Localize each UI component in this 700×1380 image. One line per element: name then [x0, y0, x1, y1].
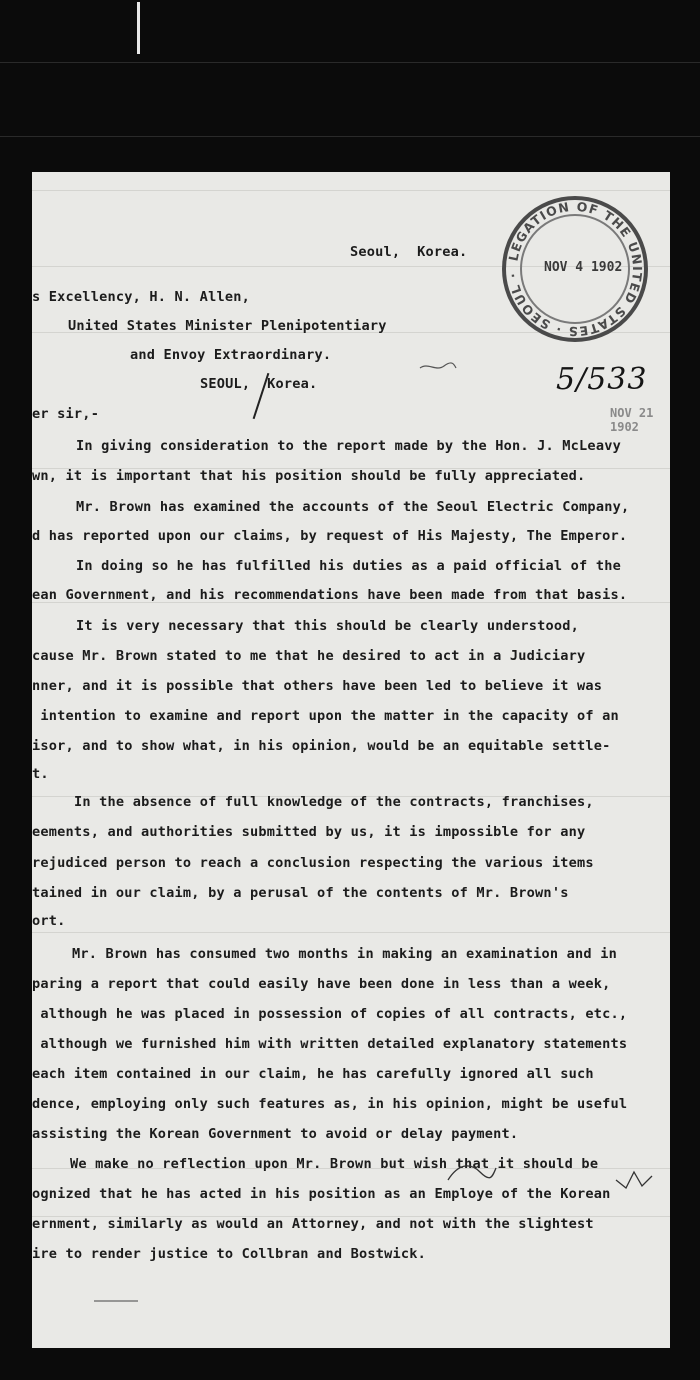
body-line: t.: [32, 766, 49, 782]
body-line: cause Mr. Brown stated to me that he desired to act in a Judiciary: [32, 648, 586, 664]
body-line: ort.: [32, 913, 66, 929]
film-edge-mark: [137, 2, 140, 54]
body-line: isor, and to show what, in his opinion, would be an equitable settle-: [32, 738, 611, 754]
paper-rule: [32, 190, 670, 191]
body-line: Mr. Brown has examined the accounts of the Seoul Electric Company,: [76, 499, 630, 515]
body-line: wn, it is important that his position should be fully appreciated.: [32, 468, 586, 484]
pencil-dash: [92, 1298, 142, 1304]
body-line: In giving consideration to the report made by the Hon. J. McLeavy: [76, 438, 621, 454]
body-line: nner, and it is possible that others have been led to believe it was: [32, 678, 603, 694]
body-line: tained in our claim, by a perusal of the contents of Mr. Brown's: [32, 885, 569, 901]
salutation: er sir,-: [32, 406, 100, 422]
body-line: dence, employing only such features as, in his opinion, might be useful: [32, 1096, 628, 1112]
legation-seal-stamp: [502, 196, 648, 342]
address-line-4: SEOUL, Korea.: [200, 376, 318, 392]
body-line: paring a report that could easily have been done in less than a week,: [32, 976, 611, 992]
pencil-squiggle: [418, 360, 458, 374]
film-line: [0, 136, 700, 137]
body-line: In doing so he has fulfilled his duties as a paid official of the: [76, 558, 621, 574]
body-line: Mr. Brown has consumed two months in making an examination and in: [72, 946, 617, 962]
address-line-1: s Excellency, H. N. Allen,: [32, 289, 250, 305]
seal-date: NOV 4 1902: [544, 260, 623, 275]
svg-text:LEGATION OF THE UNITED STATES: LEGATION OF THE UNITED STATES · SEOUL ·: [505, 198, 646, 340]
letter-page: [32, 172, 670, 1348]
received-date-stamp: NOV 21 1902: [610, 406, 654, 434]
file-number: 5/533: [556, 362, 648, 397]
body-line: although we furnished him with written detailed explanatory statements: [32, 1036, 628, 1052]
body-line: intention to examine and report upon the matter in the capacity of an: [32, 708, 619, 724]
pencil-squiggle: [446, 1158, 498, 1184]
body-line: rejudiced person to reach a conclusion respecting the various items: [32, 855, 594, 871]
body-line: It is very necessary that this should be clearly understood,: [76, 618, 580, 634]
body-line: ernment, similarly as would an Attorney, and not with the slightest: [32, 1216, 594, 1232]
address-line-2: United States Minister Plenipotentiary: [68, 318, 387, 334]
body-line: ognized that he has acted in his position as an Employe of the Korean: [32, 1186, 611, 1202]
body-line: We make no reflection upon Mr. Brown but wish that it should be: [70, 1156, 599, 1172]
pencil-squiggle: [614, 1168, 654, 1192]
film-line: [0, 62, 700, 63]
paper-rule: [32, 932, 670, 933]
body-line: In the absence of full knowledge of the contracts, franchises,: [74, 794, 594, 810]
body-line: ire to render justice to Collbran and Bostwick.: [32, 1246, 427, 1262]
body-line: although he was placed in possession of copies of all contracts, etc.,: [32, 1006, 628, 1022]
body-line: assisting the Korean Government to avoid or delay payment.: [32, 1126, 519, 1142]
body-line: each item contained in our claim, he has carefully ignored all such: [32, 1066, 594, 1082]
place-line: Seoul, Korea.: [350, 244, 468, 260]
body-line: d has reported upon our claims, by request of His Majesty, The Emperor.: [32, 528, 628, 544]
body-line: ean Government, and his recommendations have been made from that basis.: [32, 587, 628, 603]
address-line-3: and Envoy Extraordinary.: [130, 347, 332, 363]
body-line: eements, and authorities submitted by us, it is impossible for any: [32, 824, 586, 840]
